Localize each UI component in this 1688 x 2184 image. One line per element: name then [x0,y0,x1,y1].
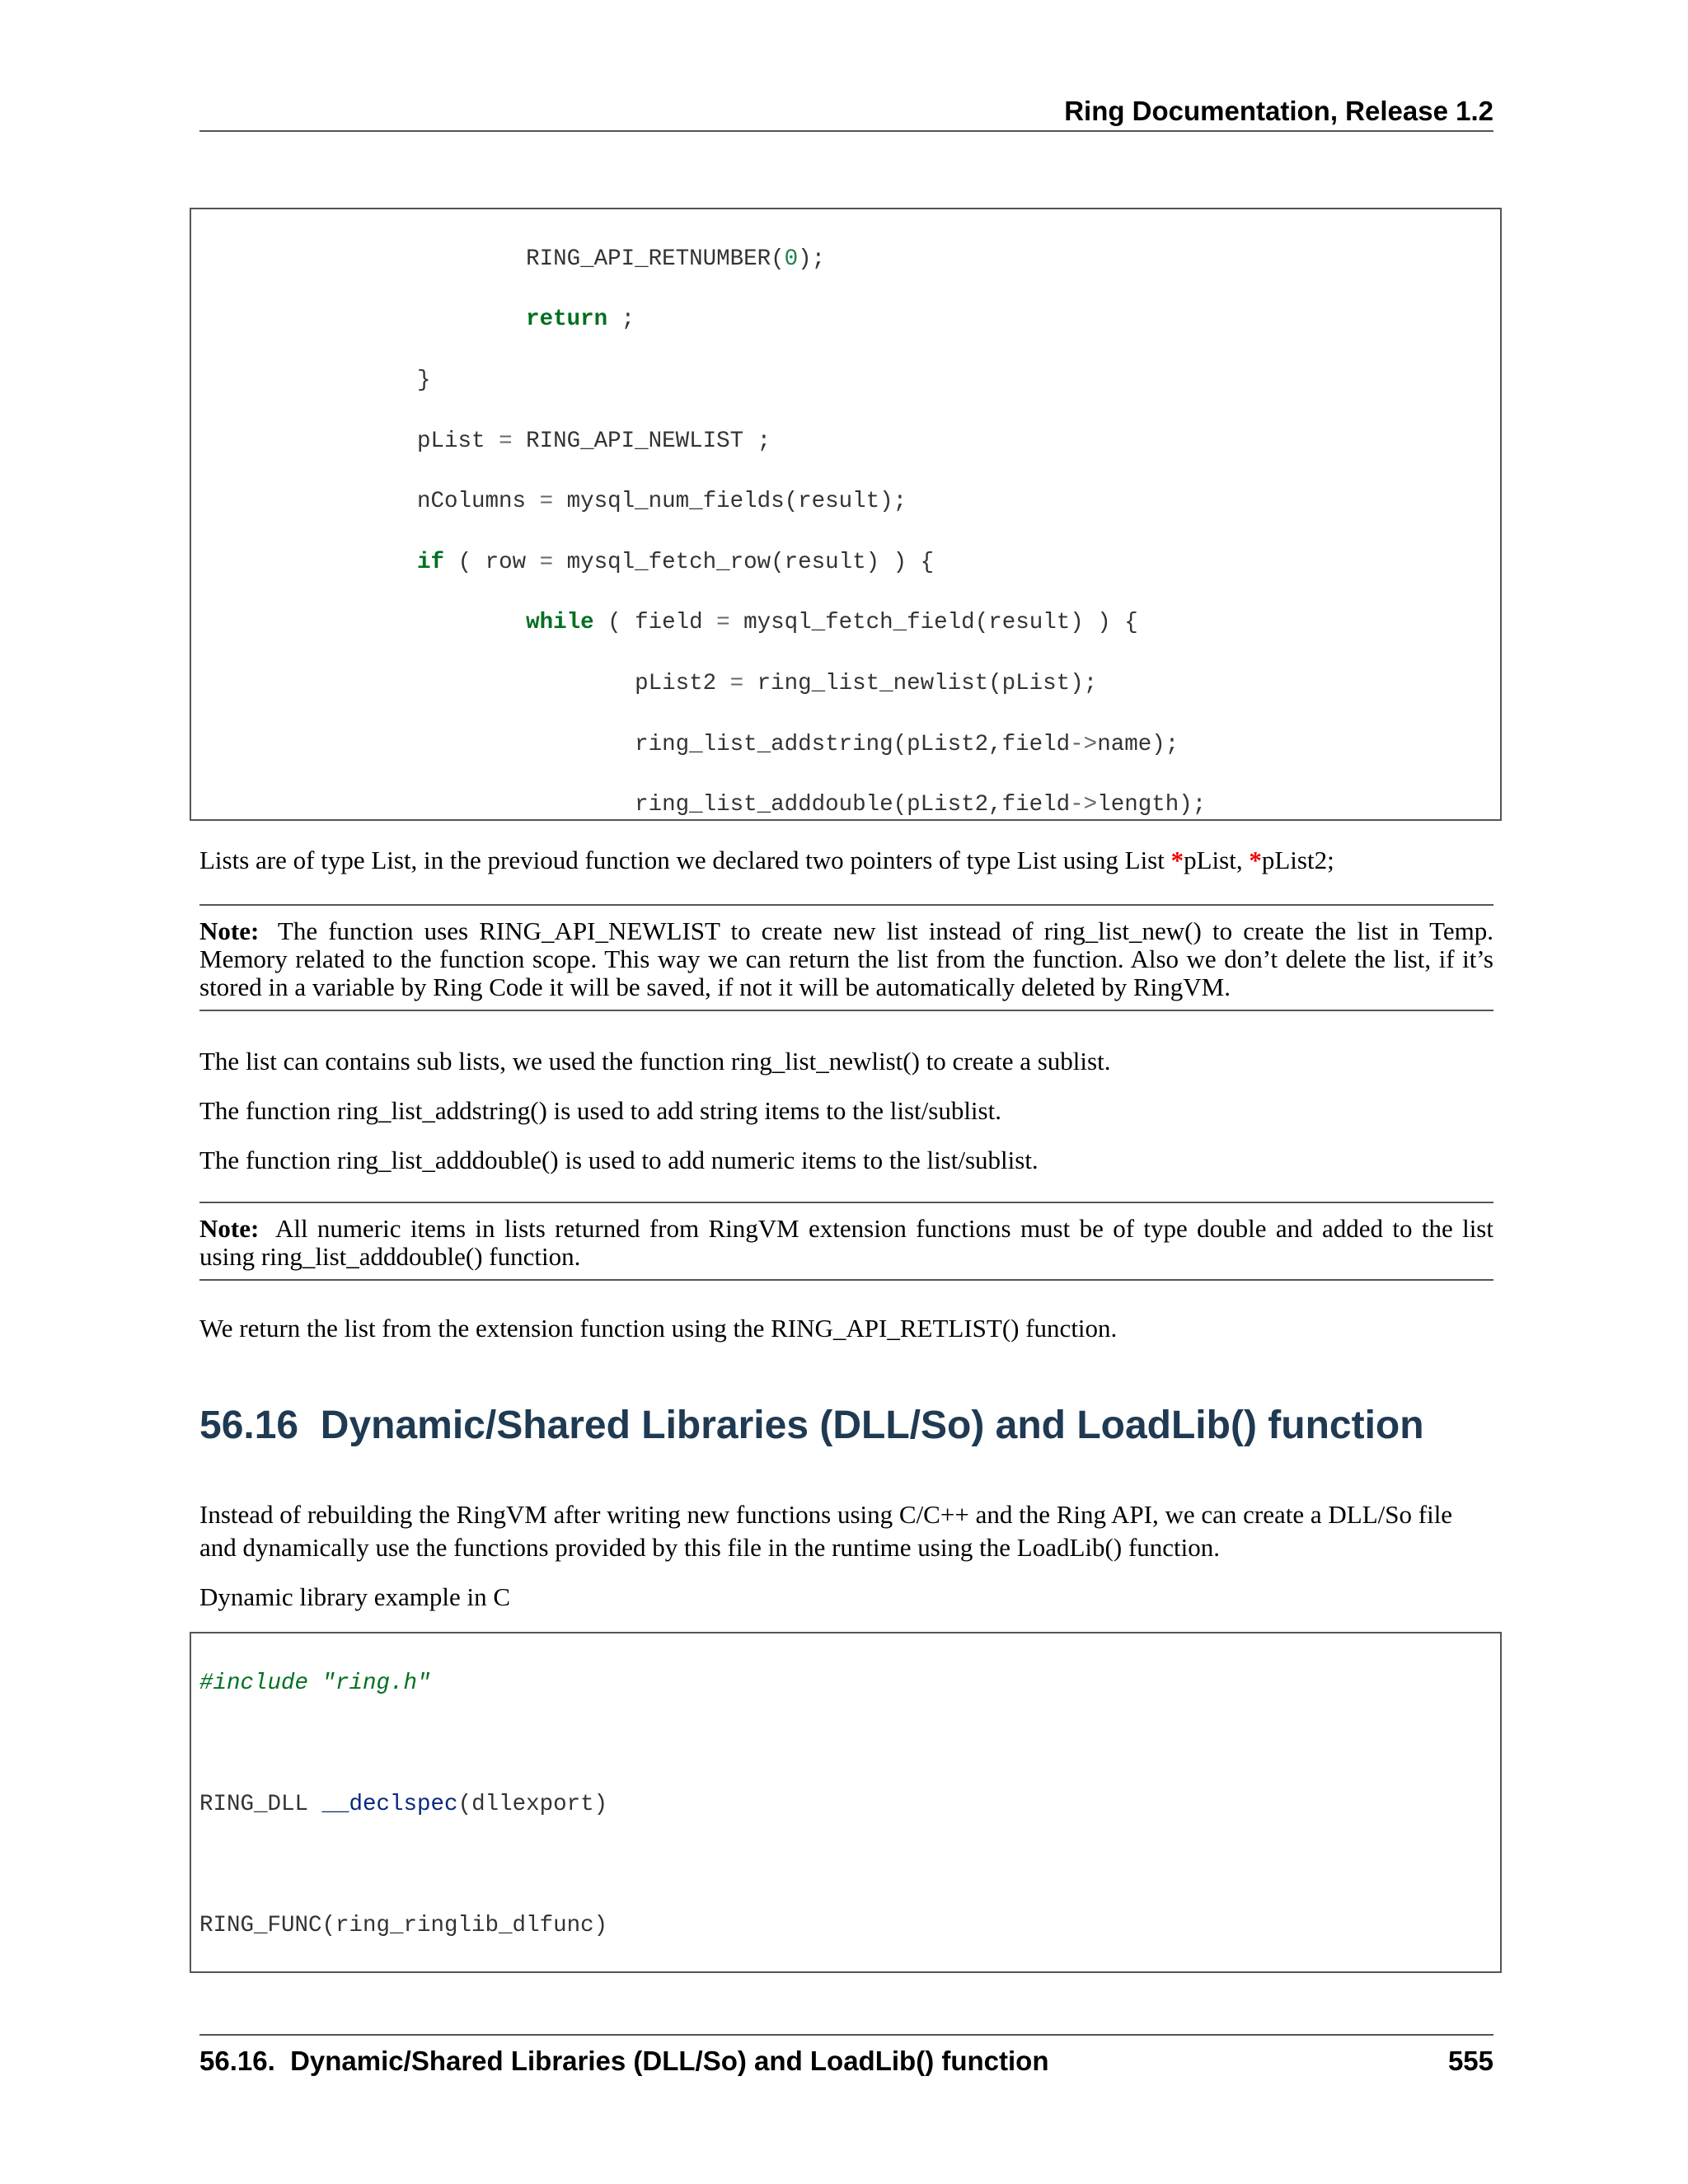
code-line: pList2 = ring_list_newlist(pList); [199,670,1098,696]
paragraph-adddouble: The function ring_list_adddouble() is used to add numeric items to the list/sublist. [199,1146,1039,1174]
pointer-star: * [1249,846,1262,874]
note-text: All numeric items in lists returned from RingVM extension functions must be of type double and added to the list using ring_list_adddouble() function. [199,1214,1493,1271]
paragraph-instead: Instead of rebuilding the RingVM after writing new functions using C/C++ and the Ring API, we can create a DLL/So file and dynamically use the functions provided by this file in the runtime using the LoadLib() function. [199,1500,1453,1562]
code-line: return ; [526,307,635,333]
paragraph-text: pList, [1184,846,1250,874]
code-line: RING_API_RETNUMBER(0); [199,246,826,272]
code-line: #include "ring.h" [199,1670,431,1696]
note-box-double [199,1202,1493,1281]
code-line: pList = RING_API_NEWLIST ; [199,428,771,454]
code-line: ring_list_adddouble(pList2,field->length); [199,792,1207,818]
note-box-newlist [199,904,1493,1011]
paragraph-addstring: The function ring_list_addstring() is used to add string items to the list/sublist. [199,1096,1001,1125]
note-text: The function uses RING_API_NEWLIST to create new list instead of ring_list_new() to create the list in Temp. Memory related to the function scope. This way we can return the list from the function. Also we don’t delete the list, if it’s stored in a variable by Ring Code it will be saved, if not it will be automatically deleted by RingVM. [199,916,1493,1001]
paragraph-sublists: The list can contains sub lists, we used the function ring_list_newlist() to create a sublist. [199,1047,1111,1076]
code-block-dll [190,1632,1502,1973]
page-number: 555 [1447,2046,1493,2076]
code-line [199,1729,1500,1760]
code-line: nColumns = mysql_num_fields(result); [199,489,907,515]
code-line [199,1851,1500,1882]
code-line: RING_FUNC(ring_ringlib_dlfunc) [199,1913,608,1939]
paragraph-text: Lists are of type List, in the previoud function we declared two pointers of type List using List [199,846,1171,874]
header-title: Ring Documentation, Release 1.2 [1064,96,1493,126]
paragraph-retlist: We return the list from the extension function using the RING_API_RETLIST() function. [199,1314,1118,1343]
code-line: while ( field = mysql_fetch_field(result) ) { [526,610,1138,636]
note-label: Note: [199,1214,260,1243]
page-footer [199,2034,1493,2077]
code-block-mysql [190,208,1502,821]
footer-section: 56.16. Dynamic/Shared Libraries (DLL/So) and LoadLib() function [199,2046,1049,2076]
paragraph-lists [199,844,1493,877]
pointer-star: * [1170,846,1184,874]
code-line: if ( row = mysql_fetch_row(result) ) { [417,549,935,575]
code-line: ring_list_addstring(pList2,field->name); [199,731,1179,757]
code-line [199,1972,1500,1973]
paragraph-text: pList2; [1261,846,1334,874]
code-line: } [199,367,431,393]
paragraph-example-label: Dynamic library example in C [199,1582,511,1611]
section-heading: 56.16 Dynamic/Shared Libraries (DLL/So) and LoadLib() function [199,1404,1424,1447]
page-header [199,92,1493,132]
code-line: RING_DLL __declspec(dllexport) [199,1791,608,1817]
note-label: Note: [199,916,260,945]
